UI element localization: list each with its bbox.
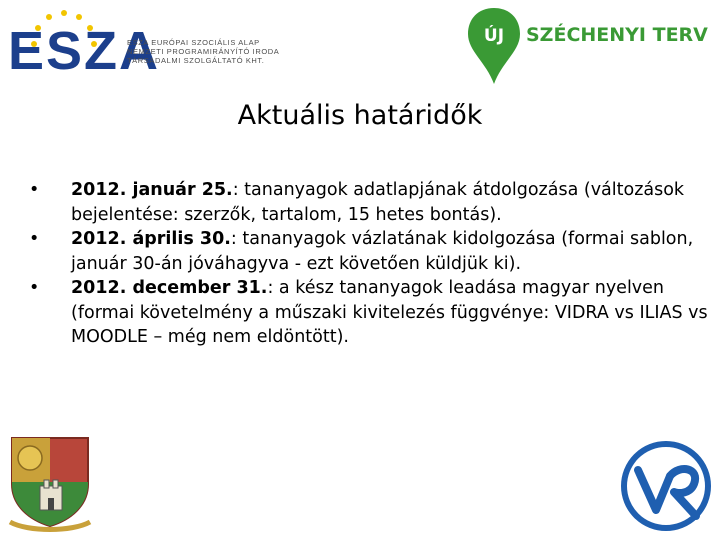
szechenyi-terv-text: SZÉCHENYI TERV	[526, 24, 708, 46]
bullet-marker: •	[29, 180, 40, 200]
slide-title: Aktuális határidők	[237, 100, 483, 131]
deadline-date: 2012. április 30.	[71, 229, 231, 249]
esza-line-3: TÁRSADALMI SZOLGÁLTATÓ KHT.	[127, 56, 265, 65]
esza-line-1: ESZA EURÓPAI SZOCIÁLIS ALAP	[127, 38, 260, 47]
uj-label: ÚJ	[483, 26, 505, 46]
deadline-item	[28, 178, 708, 227]
esza-letters: ESZA	[8, 21, 161, 81]
deadline-item	[28, 227, 708, 276]
esza-logo	[4, 4, 280, 94]
coat-of-arms-icon	[8, 434, 92, 532]
bullet-marker: •	[29, 278, 40, 298]
deadline-text: : a kész tananyagok leadása magyar nyelven (formai követelmény a műszaki kivitelezés függvénye: VIDRA vs ILIAS vs MOODLE – még nem eldöntött).	[71, 278, 708, 347]
deadline-date: 2012. december 31.	[71, 278, 268, 298]
vr-logo-icon	[620, 436, 712, 536]
szechenyi-terv-logo	[466, 4, 708, 88]
deadline-date: 2012. január 25.	[71, 180, 233, 200]
esza-line-2: NEMZETI PROGRAMIRÁNYÍTÓ IRODA	[127, 47, 280, 56]
deadline-item	[28, 276, 708, 350]
deadline-text: : tananyagok adatlapjának átdolgozása (változások bejelentése: szerzők, tartalom, 15 hetes bontás).	[71, 180, 685, 225]
deadline-list	[28, 178, 708, 350]
bullet-marker: •	[29, 229, 40, 249]
esza-organization-text	[127, 38, 279, 65]
deadline-text: : tananyagok vázlatának kidolgozása (formai sablon, január 30-án jóváhagyva - ezt követően küldjük ki).	[71, 229, 694, 274]
map-pin-icon	[466, 4, 524, 88]
